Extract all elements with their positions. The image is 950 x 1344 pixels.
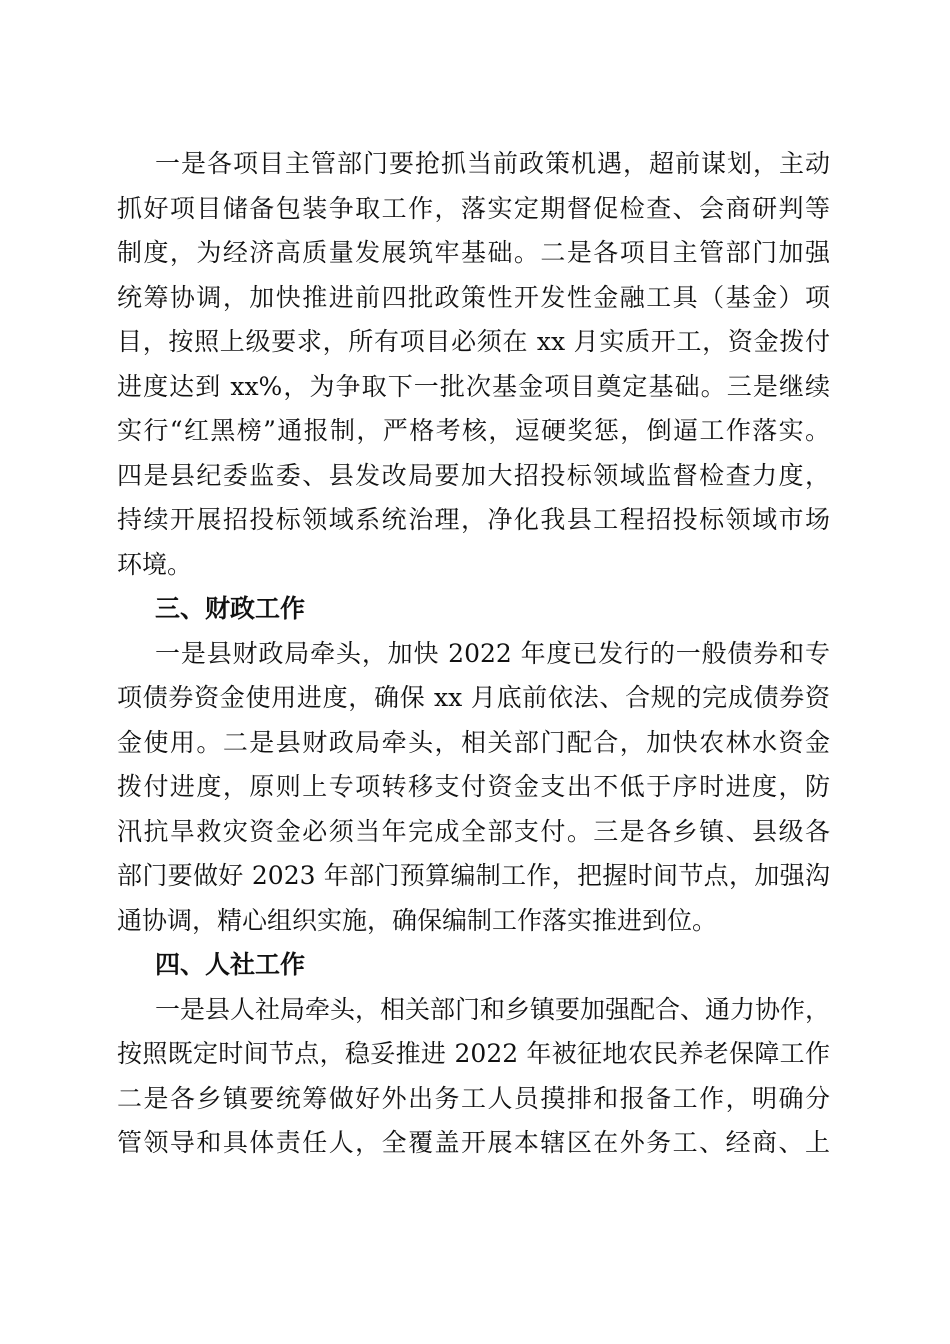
paragraph-line: 四是县纪委监委、县发改局要加大招投标领域监督检查力度，: [117, 460, 830, 490]
paragraph-line: 拨付进度，原则上专项转移支付资金支出不低于序时进度，防: [117, 772, 830, 801]
paragraph-line: 持续开展招投标领域系统治理，净化我县工程招投标领域市场: [117, 505, 830, 534]
paragraph-line: 目，按照上级要求，所有项目必须在 xx 月实质开工，资金拨付: [117, 327, 830, 356]
paragraph-line: 一是县财政局牵头，加快 2022 年度已发行的一般债券和专: [155, 638, 830, 668]
paragraph-line: 二是各乡镇要统筹做好外出务工人员摸排和报备工作，明确分: [117, 1083, 830, 1113]
section-finance: [117, 587, 830, 943]
paragraph-line: 进度达到 xx%，为争取下一批次基金项目奠定基础。三是继续: [117, 371, 830, 401]
paragraph-line: 按照既定时间节点，稳妥推进 2022 年被征地农民养老保障工作: [117, 1039, 830, 1068]
section-heading: 三、财政工作: [155, 594, 306, 623]
paragraph-line: 抓好项目储备包装争取工作，落实定期督促检查、会商研判等: [117, 193, 830, 223]
paragraph-line: 一是县人社局牵头，相关部门和乡镇要加强配合、通力协作，: [155, 994, 831, 1024]
paragraph-line: 实行“红黑榜”通报制，严格考核，逗硬奖惩，倒逼工作落实。: [117, 416, 830, 445]
document-page: [117, 142, 830, 1166]
paragraph-line: 汛抗旱救灾资金必须当年完成全部支付。三是各乡镇、县级各: [117, 816, 830, 846]
paragraph-line: 通协调，精心组织实施，确保编制工作落实推进到位。: [117, 905, 718, 935]
paragraph-line: 统筹协调，加快推进前四批政策性开发性金融工具（基金）项: [117, 282, 830, 312]
paragraph-line: 部门要做好 2023 年部门预算编制工作，把握时间节点，加强沟: [117, 861, 830, 890]
section-heading: 四、人社工作: [155, 950, 306, 979]
paragraph-line: 管领导和具体责任人，全覆盖开展本辖区在外务工、经商、上: [117, 1128, 830, 1157]
paragraph-line: 制度，为经济高质量发展筑牢基础。二是各项目主管部门加强: [117, 238, 830, 267]
paragraph-line: 项债券资金使用进度，确保 xx 月底前依法、合规的完成债券资: [117, 683, 830, 712]
paragraph-line: 一是各项目主管部门要抢抓当前政策机遇，超前谋划，主动: [155, 149, 830, 178]
section-human-resources: [117, 943, 830, 1166]
section-projects: [117, 142, 830, 587]
paragraph-line: 金使用。二是县财政局牵头，相关部门配合，加快农林水资金: [117, 727, 830, 757]
paragraph-line: 环境。: [117, 549, 193, 579]
